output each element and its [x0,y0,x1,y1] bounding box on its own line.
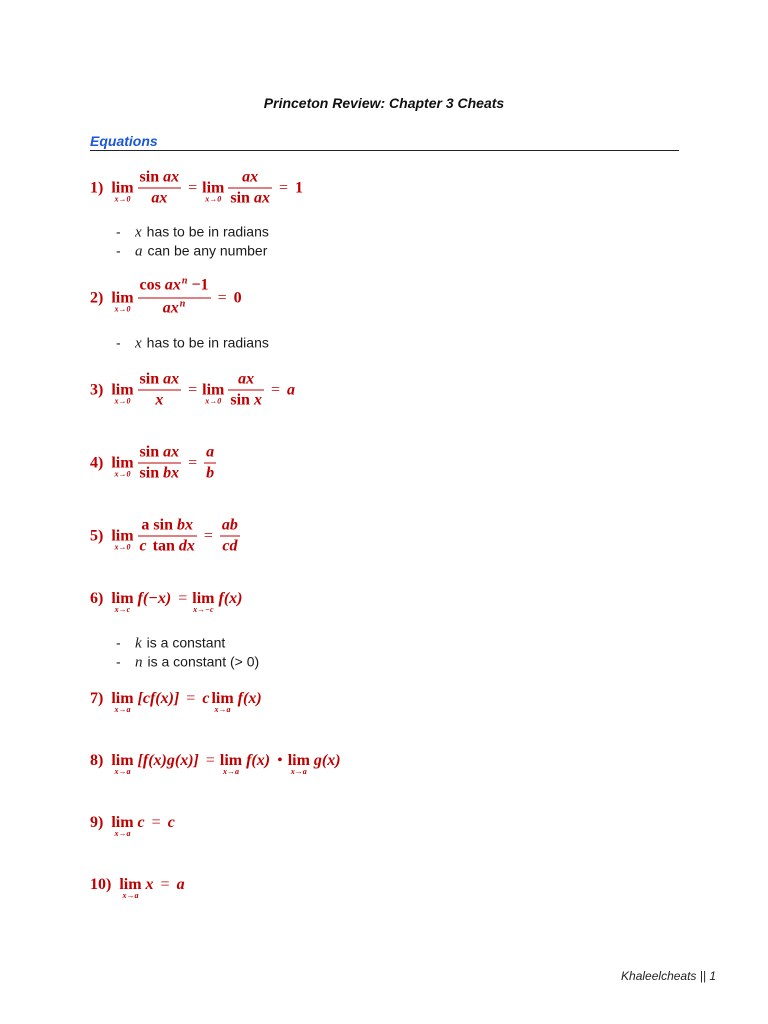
result-value: 1 [294,179,303,196]
function-name: cos [139,276,161,294]
fraction [138,168,182,209]
equals-sign: = [188,179,198,196]
variable: ax [162,299,179,317]
note-dash: - [116,242,121,259]
equation-5 [90,516,242,557]
equation-number: 7) [90,690,104,707]
numerator-tail: −1 [191,276,209,294]
limit [111,179,134,203]
note-variable: x [135,335,142,352]
equation-number: 5) [90,527,104,544]
limit-operator: lim [119,876,142,893]
expression: g(x) [313,752,341,769]
equals-sign: = [217,289,227,306]
coefficient: c [139,537,147,555]
limit-subscript: x→a [122,891,139,900]
equation-number: 8) [90,752,104,769]
expression: c [202,690,210,707]
limit-operator: lim [111,590,134,607]
variable: ax [163,443,180,461]
limit [111,381,134,405]
dot-operator: • [277,752,283,769]
limit-operator: lim [111,454,134,471]
numerator [240,168,260,188]
expression: f(−x) [137,590,172,607]
fraction [204,443,216,484]
limit [219,752,243,776]
superscript: n [181,275,188,287]
fraction [228,168,272,209]
numerator [236,370,256,390]
equation-number: 2) [90,289,104,306]
equation-number: 10) [90,876,112,893]
variable: x [253,391,262,409]
expression: f(x) [237,690,262,707]
limit-subscript: x→0 [205,194,222,203]
note-variable: n [135,654,143,671]
note-text: has to be in radians [146,334,269,351]
function-name: sin [153,516,173,534]
expression: a [176,876,185,893]
superscript: n [179,298,186,310]
limit-operator: lim [202,179,225,196]
limit-operator: lim [111,527,134,544]
limit-operator: lim [111,179,134,196]
fraction [138,443,182,484]
function-name: sin [139,168,160,186]
variable: bx [163,464,180,482]
limit-operator: lim [111,381,134,398]
equals-sign: = [186,690,196,707]
numerator [204,443,216,463]
fraction [228,370,264,411]
fraction [138,370,182,411]
function-name: sin [139,464,160,482]
equals-sign: = [203,527,213,544]
denominator [161,299,188,321]
limit-operator: lim [287,752,310,769]
equals-sign: = [205,752,215,769]
limit-subscript: x→0 [114,469,131,478]
equation-number: 9) [90,814,104,831]
equation-10 [90,875,187,900]
equation-4 [90,443,218,484]
limit [111,454,134,478]
limit-subscript: x→a [214,705,231,714]
denominator [220,537,239,557]
fraction [138,276,211,321]
section-divider [90,150,679,151]
function-name: tan [152,537,175,555]
equals-sign: = [270,381,280,398]
numerator [220,516,240,536]
variable: x [155,391,164,409]
equation-number: 6) [90,590,104,607]
function-name: sin [230,391,250,409]
expression: a [286,381,295,398]
limit-subscript: x→a [290,767,307,776]
variable: ax [163,168,180,186]
denominator [138,537,197,557]
limit [111,289,134,313]
note-item [116,223,269,242]
equation-2 [90,276,244,321]
equation-1 [90,168,305,209]
variable: ax [253,189,270,207]
variable: a [206,443,215,461]
result-value: 0 [233,289,242,306]
variable: b [206,464,215,482]
variable: ax [242,168,259,186]
variable: cd [222,537,238,555]
denominator [138,464,182,484]
variable: ax [151,189,168,207]
note-variable: k [135,635,142,652]
limit [111,590,134,614]
function-name: sin [230,189,250,207]
equation-number: 1) [90,179,104,196]
limit [111,752,134,776]
variable: bx [177,516,193,534]
limit-subscript: x→a [114,767,131,776]
limit-operator: lim [192,590,215,607]
limit [119,876,142,900]
numerator [138,443,182,463]
limit-operator: lim [219,752,243,769]
note-item [116,242,267,261]
note-text: is a constant (> 0) [147,653,260,670]
denominator [149,189,169,209]
numerator [138,370,182,390]
limit-subscript: x→c [114,605,131,614]
equation-6 [90,589,244,614]
fraction [138,516,197,557]
note-text: can be any number [147,242,268,259]
equals-sign: = [188,381,198,398]
note-dash: - [116,653,121,670]
note-dash: - [116,223,121,240]
equals-sign: = [160,876,170,893]
expression: f(x) [218,590,243,607]
denominator [153,391,165,411]
note-text: has to be in radians [146,223,269,240]
equation-8 [90,751,343,776]
fraction [220,516,240,557]
function-name: sin [139,370,160,388]
limit-subscript: x→a [222,767,239,776]
expression: [f(x)g(x)] [137,752,199,769]
equation-7 [90,689,264,714]
numerator [139,516,195,536]
expression: [cf(x)] [137,690,180,707]
equation-3 [90,370,297,411]
note-variable: a [135,243,143,260]
note-dash: - [116,334,121,351]
note-variable: x [135,224,142,241]
limit-operator: lim [202,381,225,398]
page-footer: Khaleelcheats || 1 [621,969,716,983]
variable: ax [164,276,181,294]
limit [192,590,215,614]
limit-operator: lim [111,814,134,831]
variable: dx [178,537,195,555]
numerator [138,168,182,188]
limit-operator: lim [111,690,134,707]
limit-subscript: x→a [114,829,131,838]
limit-operator: lim [211,690,234,707]
limit-subscript: x→0 [114,304,131,313]
function-name: sin [139,443,160,461]
limit [202,381,225,405]
limit [287,752,310,776]
section-heading: Equations [90,133,158,149]
equals-sign: = [178,590,188,607]
limit-operator: lim [111,289,134,306]
note-item [116,653,259,672]
equals-sign: = [278,179,288,196]
note-item [116,634,225,653]
limit-subscript: x→−c [193,605,214,614]
variable: ax [238,370,255,388]
equation-number: 4) [90,454,104,471]
note-text: is a constant [146,634,226,651]
expression: f(x) [246,752,271,769]
equation-9 [90,813,177,838]
variable: ax [163,370,180,388]
limit [111,527,134,551]
expression: c [137,814,145,831]
equals-sign: = [188,454,198,471]
limit-subscript: x→0 [114,396,131,405]
limit-subscript: x→0 [114,542,131,551]
limit [202,179,225,203]
page-title: Princeton Review: Chapter 3 Cheats [263,95,505,111]
expression: x [145,876,154,893]
limit [111,814,134,838]
expression: c [167,814,175,831]
limit-subscript: x→0 [114,194,131,203]
equals-sign: = [151,814,161,831]
note-item [116,334,269,353]
denominator [204,464,216,484]
limit [211,690,234,714]
equation-number: 3) [90,381,104,398]
limit-operator: lim [111,752,134,769]
limit-subscript: x→0 [205,396,222,405]
limit [111,690,134,714]
numerator [138,276,211,298]
denominator [228,391,264,411]
denominator [228,189,272,209]
limit-subscript: x→a [114,705,131,714]
variable: ab [221,516,238,534]
note-dash: - [116,634,121,651]
coefficient: a [141,516,150,534]
